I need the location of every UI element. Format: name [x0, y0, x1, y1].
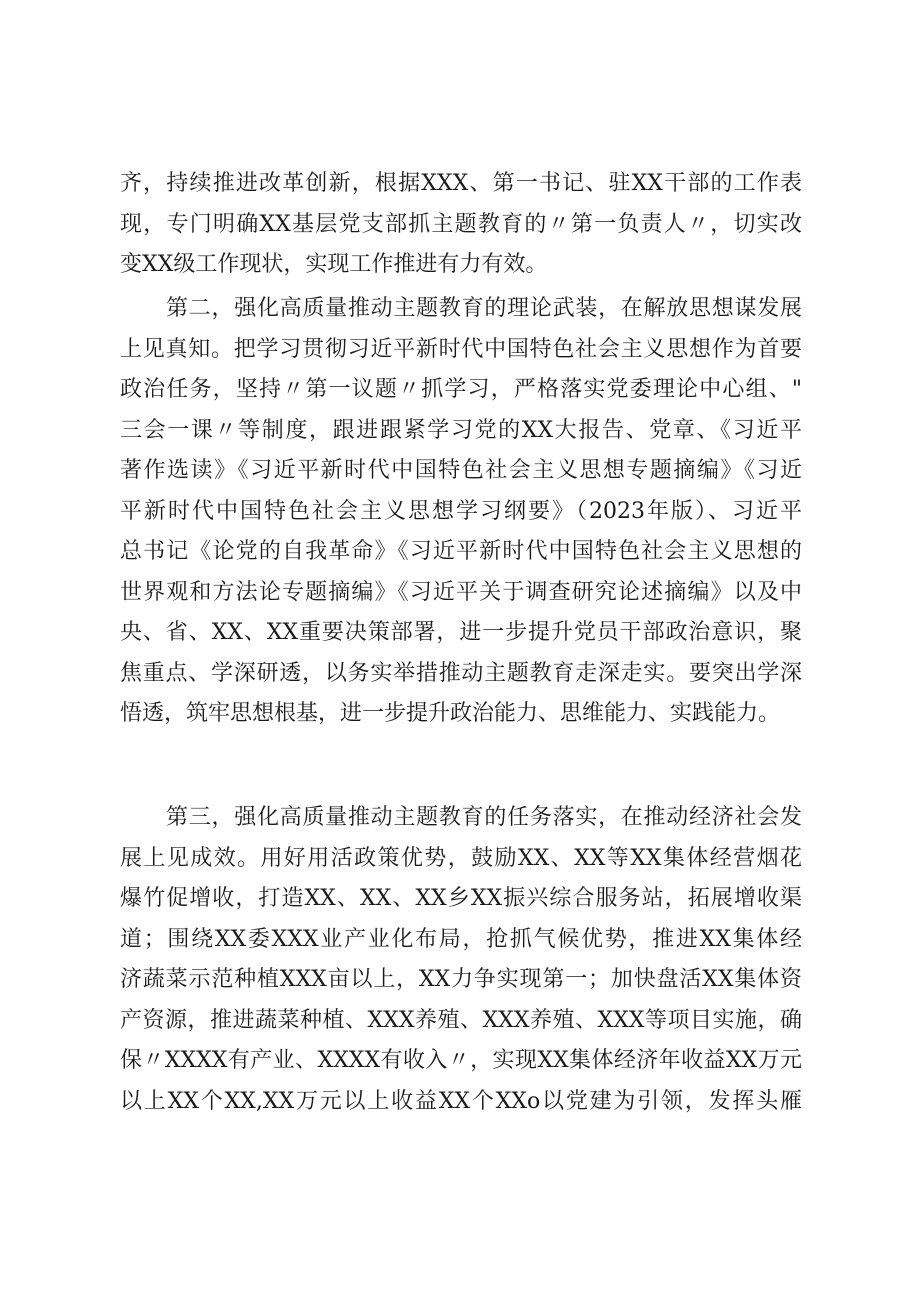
paragraph-line: 第三，强化高质量推动主题教育的任务落实，在推动经济社会发	[166, 805, 802, 830]
paragraph-line: 著作选读》《习近平新时代中国特色社会主义思想专题摘编》《习近	[120, 458, 802, 483]
paragraph-line: 保〃XXXX有产业、XXXX有收入〃，实现XX集体经济年收益XX万元	[120, 1048, 802, 1073]
paragraph-line: 爆竹促增收，打造XX、XX、XX乡XX振兴综合服务站，拓展增收渠	[120, 886, 802, 911]
paragraph-line: 以上XX个XX,XX万元以上收益XX个XXo以党建为引领，发挥头雁	[120, 1088, 802, 1114]
paragraph-line: 政治任务，坚持〃第一议题〃抓学习，严格落实党委理论中心组、"	[120, 377, 802, 402]
paragraph-line: 道；围绕XX委XXX业产业化布局，抢抓气候优势，推进XX集体经	[120, 926, 802, 952]
paragraph-line: 总书记《论党的自我革命》《习近平新时代中国特色社会主义思想的	[120, 539, 802, 564]
paragraph-line: 悟透，筑牢思想根基，进一步提升政治能力、思维能力、实践能力。	[120, 701, 781, 726]
paragraph-line: 上见真知。把学习贯彻习近平新时代中国特色社会主义思想作为首要	[120, 336, 802, 362]
paragraph-line: 产资源，推进蔬菜种植、XXX养殖、XXX养殖、XXX等项目实施，确	[120, 1007, 802, 1033]
paragraph-line: 焦重点、学深研透，以务实举措推动主题教育走深走实。要突出学深	[120, 660, 802, 686]
paragraph-line: 现，专门明确XX基层党支部抓主题教育的〃第一负责人〃，切实改	[120, 211, 802, 237]
paragraph-line: 央、省、XX、XX重要决策部署，进一步提升党员干部政治意识，聚	[120, 620, 802, 645]
paragraph-3	[120, 798, 802, 1122]
paragraph-line: 展上见成效。用好用活政策优势，鼓励XX、XX等XX集体经营烟花	[120, 845, 802, 871]
paragraph-line: 齐，持续推进改革创新，根据XXX、第一书记、驻XX干部的工作表	[120, 171, 802, 196]
paragraph-1	[120, 164, 802, 286]
paragraph-line: 第二，强化高质量推动主题教育的理论武装，在解放思想谋发展	[166, 296, 802, 321]
paragraph-line: 济蔬菜示范种植XXX亩以上，XX力争实现第一；加快盘活XX集体资	[120, 967, 802, 992]
paragraph-2	[120, 289, 802, 735]
paragraph-line: 平新时代中国特色社会主义思想学习纲要》（2023年版）、习近平	[120, 498, 802, 524]
paragraph-line: 三会一课〃等制度，跟进跟紧学习党的XX大报告、党章、《习近平	[120, 417, 802, 443]
paragraph-line: 变XX级工作现状，实现工作推进有力有效。	[120, 252, 548, 277]
paragraph-line: 世界观和方法论专题摘编》《习近平关于调查研究论述摘编》以及中	[120, 579, 802, 605]
